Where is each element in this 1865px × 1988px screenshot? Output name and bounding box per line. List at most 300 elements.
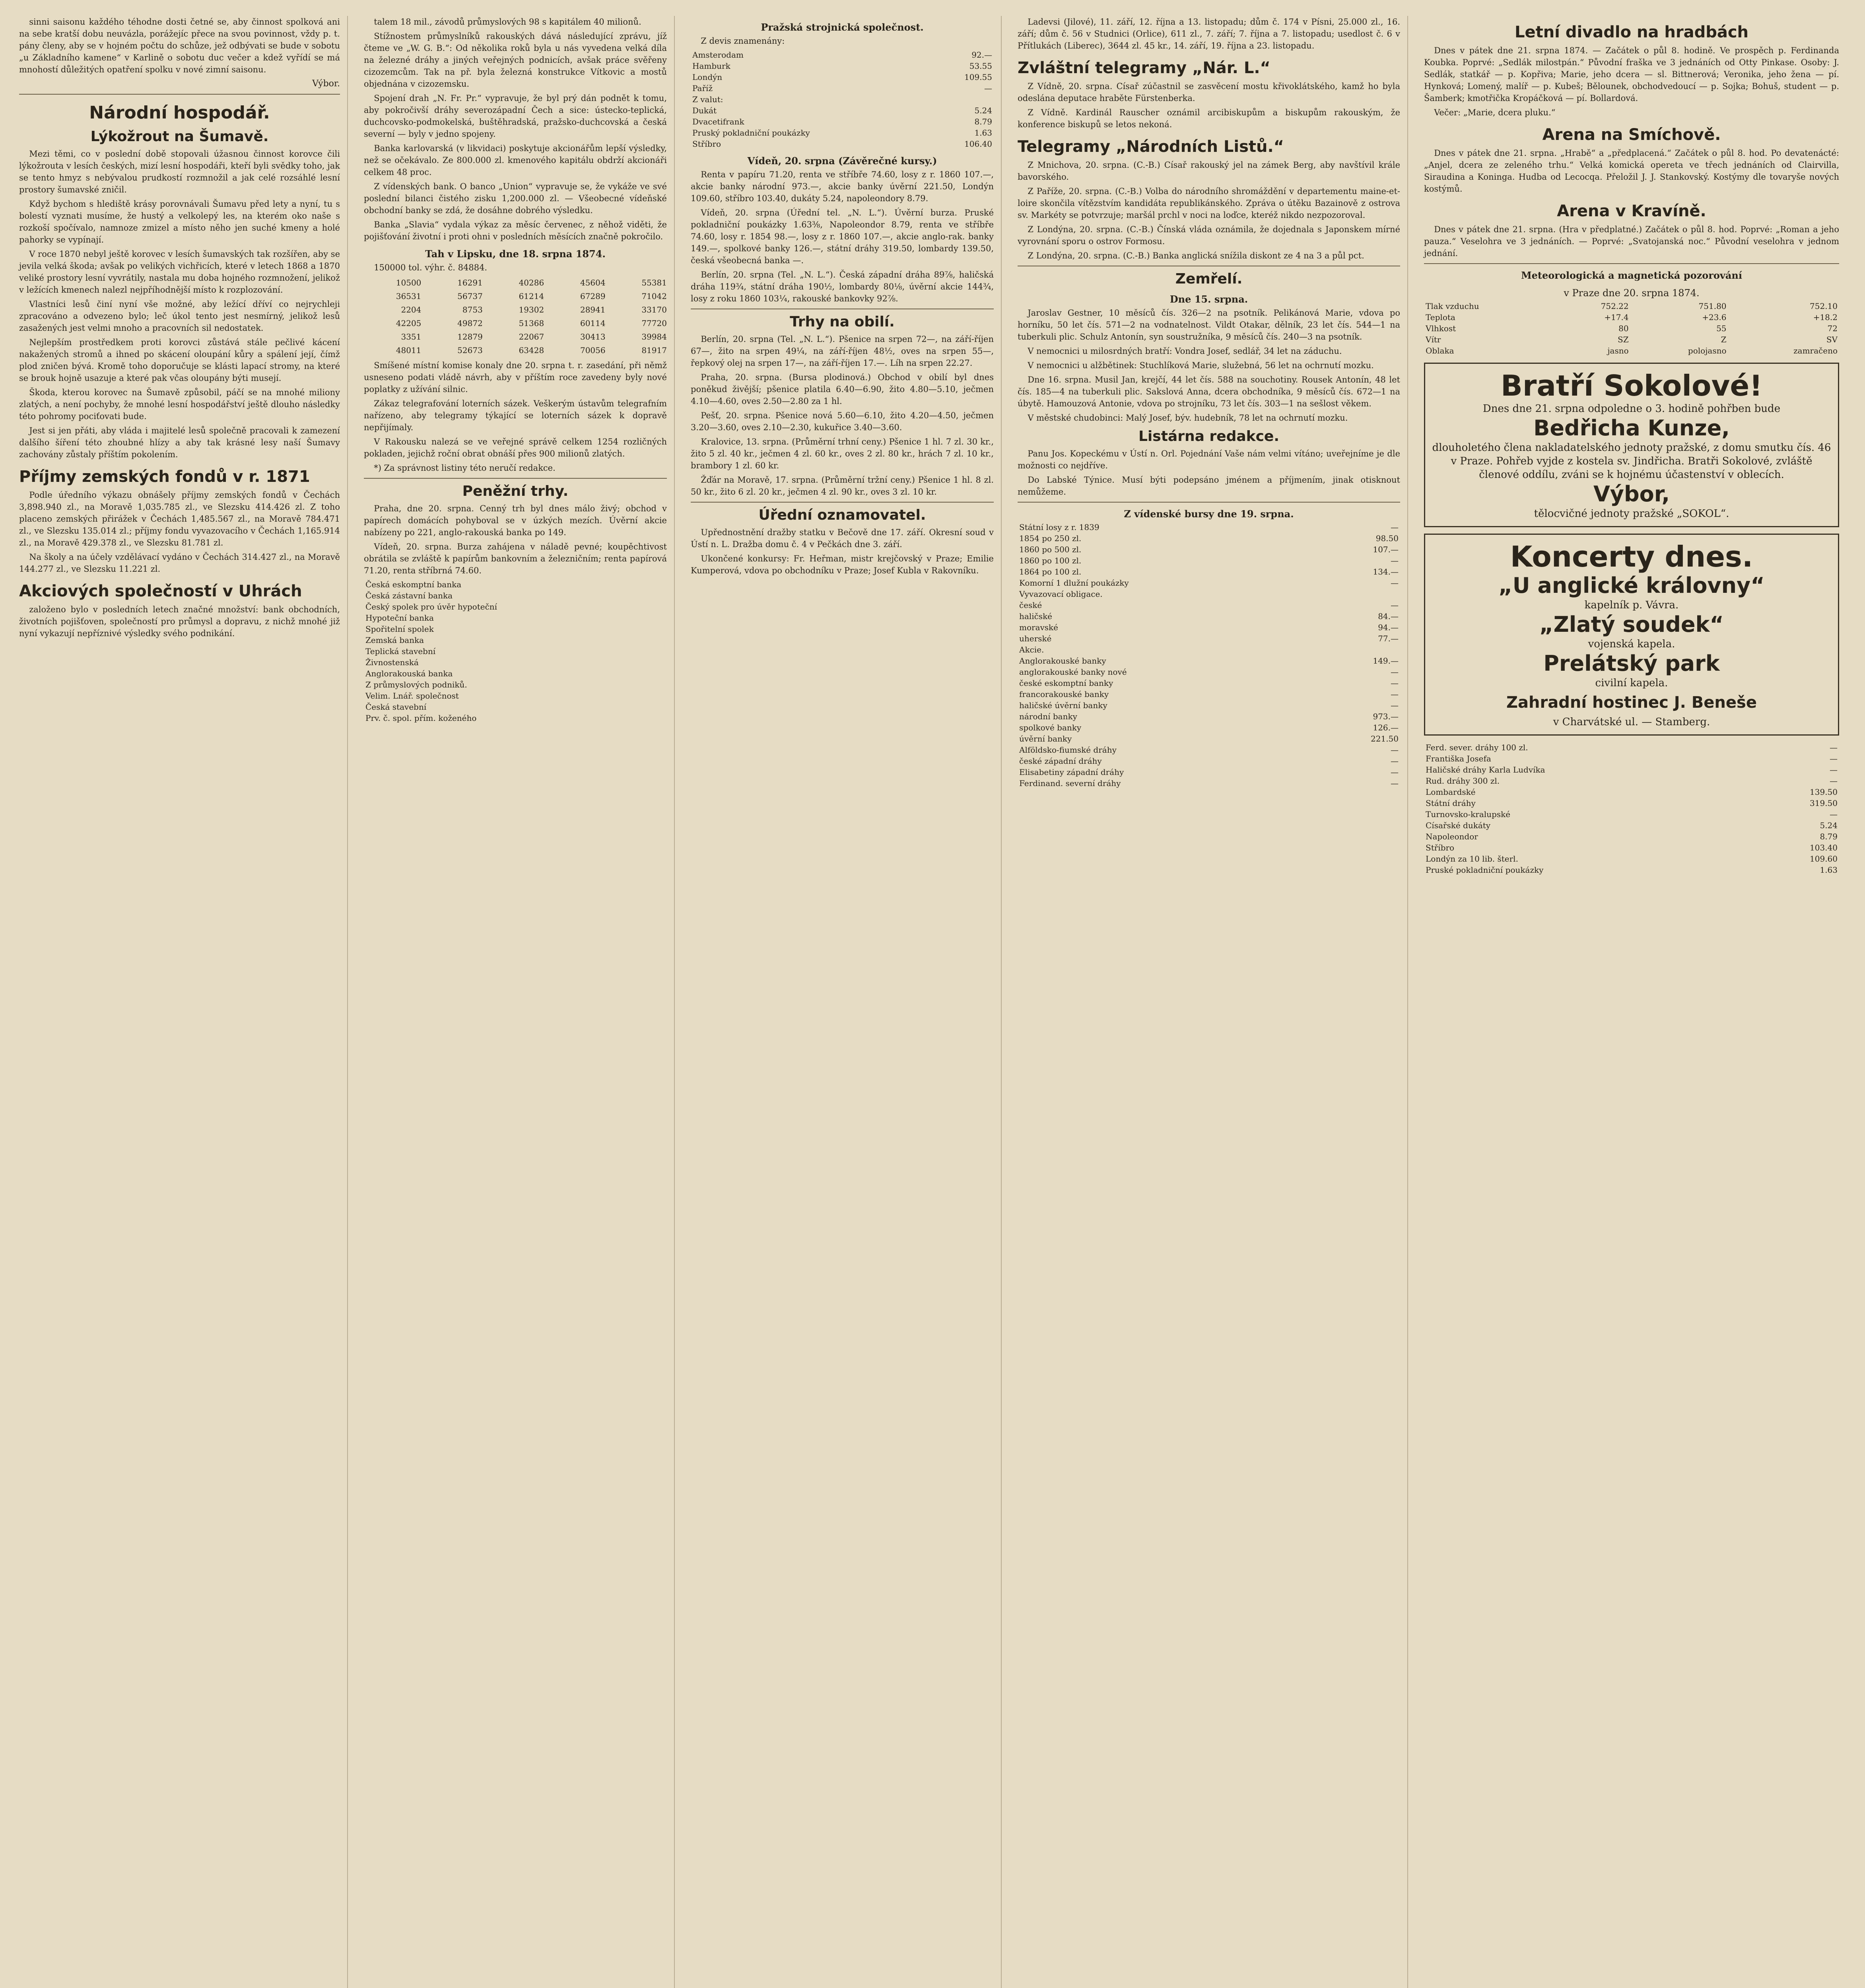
row-label: Londýn	[692, 72, 723, 82]
row-label: 1864 po 100 zl.	[1019, 567, 1082, 577]
row-label: haličské úvěrní banky	[1019, 701, 1107, 710]
divider	[19, 94, 340, 95]
lottery-number: 19302	[519, 305, 544, 315]
row-label: Hamburk	[692, 61, 730, 71]
paragraph: Panu Jos. Kopeckému v Ústí n. Orl. Pojednání Vaše nám velmi vítáno; uveřejníme je dle možnosti co nejdříve.	[1018, 449, 1400, 470]
row-label: Vítr	[1426, 335, 1441, 344]
lottery-number: 39984	[641, 332, 667, 342]
market-table	[1018, 522, 1400, 789]
table-row	[1424, 786, 1839, 798]
row-value: 221.50	[1371, 734, 1399, 744]
paragraph: Renta v papíru 71.20, renta ve stříbře 74.60, losy z r. 1860 107.—, akcie banky národní 973.—, akcie banky úvěrní 221.50, Londýn 109.60, stříbro 103.40, dukáty 5.24, napoleondory 8.79.	[691, 170, 994, 203]
ad-headline: Bratří Sokolové!	[1500, 369, 1763, 402]
row-label: Františka Josefa	[1426, 754, 1491, 763]
market-title-text: Z vídenské bursy	[1124, 508, 1214, 520]
row-value: 72	[1827, 324, 1838, 333]
row-label: Zemská banka	[365, 635, 424, 645]
lottery-number: 77720	[641, 318, 667, 328]
paragraph: Smíšené místní komise konaly dne 20. srpna t. r. zasedání, při němž usneseno podati vládě návrh, aby v příštím roce zavedeny byly nové poplatky z užívání silnic.	[364, 361, 667, 394]
table-row	[691, 49, 994, 60]
row-label: 1854 po 250 zl.	[1019, 534, 1082, 543]
venue-name: Zahradní hostinec J. Beneše	[1506, 693, 1757, 712]
paragraph: Když bychom s hlediště krásy porovnávali Šumavu před lety a nyní, tu s bolestí vyznati musíme, že hustý a velkolepý les, na kterém oko naše s rozkoší spočívalo, namnoze zmizel a místo něho jen suché kmeny a holé pahorky se vypínají.	[19, 199, 340, 245]
paragraph: Ladevsi (Jilové), 11. září, 12. října a 13. listopadu; dům č. 174 v Písni, 25.000 zl., 16. září; dům č. 56 v Studnici (Orlice), 611 zl., 7. září; 7. října a 7. listopadu; usedlost č. 6 v Přítlukách (Liberec), 3644 zl. 45 kr., 14. září, 19. října a 23. listopadu.	[1018, 17, 1400, 50]
lottery-number: 49872	[457, 318, 483, 328]
table-row	[691, 60, 994, 72]
row-label: Český spolek pro úvěr hypoteční	[365, 602, 497, 612]
paragraph: Praha, 20. srpna. (Bursa plodinová.) Obchod v obilí byl dnes poněkud živější; pšenice platila 6.40—6.90, žito 4.80—5.10, ječmen 4.10—4.60, oves 2.50—2.80 za 1 hl.	[691, 373, 994, 406]
table-row	[1018, 555, 1400, 566]
row-value: +18.2	[1813, 313, 1838, 322]
venue-name: „U anglické královny“	[1498, 573, 1765, 598]
venue-name: „Zlatý soudek“	[1539, 612, 1724, 637]
table-row	[1018, 611, 1400, 622]
row-value: 5.24	[1820, 821, 1838, 830]
lottery-number: 2204	[401, 305, 422, 315]
row-value: —	[1391, 689, 1399, 699]
row-value: 92.—	[971, 50, 992, 60]
row-label: Turnovsko-kralupské	[1426, 810, 1511, 819]
paragraph: Do Labské Týnice. Musí býti podepsáno jménem a příjmením, jinak otisknout nemůžeme.	[1018, 475, 1400, 497]
concerts-ad	[1424, 534, 1839, 736]
row-value: —	[1391, 767, 1399, 777]
row-value: —	[1391, 701, 1399, 710]
lottery-number: 10500	[396, 278, 422, 287]
row-value: 55	[1716, 324, 1727, 333]
intro-notice: sinni saisonu každého téhodne dosti četné se, aby činnost spolková ani na sebe kratší dobu neuvázla, porážejíc přece na svou povinnost, vždy p. t. pány členy, aby se v hojném počtu do schůze, jež odbývati se bude v sobotu „u Základního kamene“ v Karlině o sobotu duc večer a kdež vyřídí se má mnohostí důležitých opatření spolku v nové zimní saisonu.	[19, 17, 340, 74]
row-label: Vyvazovací obligace.	[1019, 589, 1103, 599]
row-label: 1860 po 500 zl.	[1019, 545, 1082, 554]
date-subtitle: Dne 15. srpna.	[1170, 293, 1248, 305]
arena-title: Arena v Kravíně.	[1557, 202, 1706, 220]
article-title: Zemřelí.	[1175, 271, 1243, 287]
paragraph: V nemocnici u milosrdných bratří: Vondra Josef, sedlář, 34 let na záduchu.	[1028, 346, 1342, 356]
table-row	[1018, 744, 1400, 755]
paragraph: Mezi těmi, co v poslední době stopovali úžasnou činnost korovce čili lýkožrouta v lesích českých, mizí lesní hospodáři, kteří byli svědky toho, jak se tento hmyz s nebývalou prudkostí rozmnožil a jak celé rozsáhlé lesní prostory šumavské zničil.	[19, 149, 340, 194]
paragraph: talem 18 mil., závodů průmyslových 98 s kapitálem 40 milionů.	[374, 17, 641, 27]
paragraph: Dnes v pátek dne 21. srpna. „Hrabě“ a „předplacená.“ Začátek o půl 8. hod. Po devatenácté: „Anjel, dcera ze zeleného trhu.“ Velká komická opereta ve třech jednáních od Clairvilla, Siraudina a Koninga. Hudba od Lecocqa. Přeložil J. J. Stankovský. Kostýmy dle tovaryše nových kostýmů.	[1424, 148, 1839, 194]
article-title: Trhy na obilí.	[790, 314, 895, 330]
row-label: Akcie.	[1019, 645, 1044, 654]
article-title: Příjmy zemských fondů v r. 1871	[19, 468, 310, 486]
table-row	[1018, 577, 1400, 588]
divider	[364, 478, 667, 479]
row-label: Z valut:	[692, 95, 723, 104]
market-title	[1018, 508, 1400, 520]
row-label: Tlak vzduchu	[1426, 301, 1479, 311]
row-value	[660, 701, 667, 712]
row-label: Stříbro	[1426, 843, 1455, 852]
paragraph: Podle úředního výkazu obnášely příjmy zemských fondů v Čechách 3,898.940 zl., na Moravě 1,035.785 zl., ve Slezsku 414.426 zl. Z toho placeno zemských přirážek v Čechách 1,485.567 zl., na Moravě 784.471 zl., ve Slezsku 135.014 zl.; příjmy fondu vyvazovacího v Čechách 1,165.914 zl., na Moravě 429.378 zl., ve Slezsku 81.781 zl.	[19, 490, 340, 547]
row-value: 751.80	[1698, 301, 1727, 311]
row-label: spolkové banky	[1019, 723, 1082, 732]
table-row	[691, 138, 994, 149]
venue-name: Prelátský park	[1543, 651, 1720, 676]
paragraph: V městské chudobinci: Malý Josef, býv. hudebník, 78 let na ochrnutí mozku.	[1028, 413, 1348, 423]
row-label: Napoleondor	[1426, 832, 1478, 841]
paragraph: Z vídenských bank. O banco „Union“ vypravuje se, že vykáže ve své poslední bilanci čistého zisku 1,200.000 zl. — Všeobecné vídeňské obchodní banky se zdá, že dosáhne dobrého výsledku.	[364, 182, 667, 215]
lottery-number: 12879	[457, 332, 483, 342]
row-value	[660, 712, 667, 724]
column-1	[12, 16, 348, 1988]
table-row	[691, 127, 994, 138]
paragraph: Berlín, 20. srpna (Tel. „N. L.“). Česká západní dráha 89⅞, haličská dráha 119¾, státní dráha 190½, lombardy 80⅛, úvěrní akcie 144¾, losy z roku 1860 103¼, rakouské bankovky 92⅞.	[691, 270, 994, 303]
row-label: Oblaka	[1426, 346, 1454, 355]
lottery-number: 40286	[519, 278, 544, 287]
row-label: Elisabetiny západní dráhy	[1019, 767, 1124, 777]
table-row	[1018, 711, 1400, 722]
table-row	[1424, 820, 1839, 831]
paragraph: Vídeň, 20. srpna (Úřední tel. „N. L.“). Úvěrní burza. Pruské pokladniční poukázky 1.63⅜, Napoleondor 8.79, renta ve stříbře 74.60, losy r. 1854 98.—, losy z r. 1860 107.—, akcie anglo-rak. banky 149.—, spolkové banky 126.—, státní dráhy 319.50, lombardy 139.50, česká všeobecná banka —.	[691, 208, 994, 265]
paragraph: Z Vídně. Kardinál Rauscher oznámil arcibiskupům a biskupům rakouským, že konference biskupů se letos nekoná.	[1018, 108, 1400, 129]
lottery-number: 33170	[641, 305, 667, 315]
venue-note: v Charvátské ul. — Stamberg.	[1553, 716, 1710, 728]
footnote: *) Za správnost listiny této neručí redakce.	[374, 463, 556, 473]
table-row	[1018, 533, 1400, 544]
row-value: 109.60	[1810, 854, 1838, 864]
intro-signature: Výbor.	[312, 79, 340, 89]
paragraph: Na školy a na účely vzdělávací vydáno v Čechách 314.427 zl., na Moravě 144.277 zl., ve Slezsku 11.221 zl.	[19, 552, 340, 574]
table-row	[1424, 312, 1839, 323]
row-value: 106.40	[964, 139, 992, 149]
table-row	[1018, 655, 1400, 666]
row-label: 1860 po 100 zl.	[1019, 556, 1082, 565]
vienna-title: Vídeň, 20. srpna (Závěrečné kursy.)	[747, 155, 937, 167]
table-row	[364, 712, 667, 724]
paragraph: Večer: „Marie, dcera pluku.“	[1434, 108, 1556, 117]
row-label: Státní losy z r. 1839	[1019, 522, 1100, 532]
row-label: české eskomptní banky	[1019, 678, 1113, 688]
table-row	[1018, 666, 1400, 678]
article-title: Lýkožrout na Šumavě.	[90, 128, 269, 145]
row-label: Pruské pokladniční poukázky	[1426, 865, 1544, 875]
row-value	[660, 679, 667, 690]
row-label: Lombardské	[1426, 787, 1476, 797]
table-row	[1018, 767, 1400, 778]
lottery-number: 70056	[580, 346, 606, 355]
venue-note: kapelník p. Vávra.	[1584, 599, 1679, 611]
ad-signature-sub: tělocvičné jednoty pražské „SOKOL“.	[1534, 508, 1729, 520]
paragraph: Kralovice, 13. srpna. (Průměrní trhní ceny.) Pšenice 1 hl. 7 zl. 30 kr., žito 5 zl. 40 kr., ječmen 4 zl. 60 kr., oves 2 zl. 80 kr., hrách 7 zl. 10 kr., brambory 1 zl. 60 kr.	[691, 437, 994, 470]
paragraph: založeno bylo v posledních letech značné množství: bank obchodních, životních pojišťoven, společností pro průmysl a dopravu, z nichž mnohé již nyní vykazují nepříznivé výsledky svého podnikání.	[19, 605, 340, 638]
row-value	[1318, 644, 1400, 655]
row-value: 149.—	[1373, 656, 1399, 666]
table-row	[1018, 522, 1400, 533]
paragraph: Zákaz telegrafování loterních sázek. Veškerým ústavům telegrafním nařízeno, aby telegramy týkající se loterních sázek k dopravě nepřijímaly.	[364, 399, 667, 432]
row-label: Česká eskomptní banka	[365, 580, 462, 589]
paragraph: Dnes v pátek dne 21. srpna. (Hra v předplatné.) Začátek o půl 8. hod. Poprvé: „Roman a jeho pauza.“ Veselohra ve 3 jednáních. — Poprvé: „Svatojanská noc.“ Původní veselohra v jednom jednání.	[1424, 225, 1839, 258]
table-row	[364, 690, 667, 701]
row-value	[660, 579, 667, 590]
row-value: —	[1830, 743, 1838, 752]
telegram-title: Zvláštní telegramy „Nár. L.“	[1018, 59, 1271, 77]
row-value: +23.6	[1702, 313, 1727, 322]
paragraph: Pešť, 20. srpna. Pšenice nová 5.60—6.10, žito 4.20—4.50, ječmen 3.20—3.60, oves 2.10—2.30, kukuřice 3.40—3.60.	[691, 411, 994, 432]
table-row	[1018, 622, 1400, 633]
paragraph: Dne 16. srpna. Musil Jan, krejčí, 44 let čís. 588 na souchotiny. Rousek Antonín, 48 let čís. 185—4 na tuberkuli plic. Sakslová Anna, dcera obchodníka, 9 měsíců čís. 672—1 na úbytě. Hamouzová Antonie, vdova po strojníku, 73 let čís. 303—1 na sešlost věkem.	[1018, 375, 1400, 408]
row-value: 5.24	[974, 106, 992, 115]
row-label: Ferdinand. severní dráhy	[1019, 779, 1121, 788]
table-row	[364, 612, 667, 623]
row-label: moravské	[1019, 623, 1059, 632]
venue-note: civilní kapela.	[1595, 677, 1668, 689]
row-value: 103.40	[1810, 843, 1838, 852]
row-value: 77.—	[1378, 634, 1399, 643]
lottery-number: 42205	[396, 318, 422, 328]
paragraph: Vídeň, 20. srpna. Burza zahájena v náladě pevné; koupěchtivost obrátila se zvláště k papírům bankovním a železničním; renta papírová 71.20, renta stříbrná 74.60.	[364, 542, 667, 575]
paragraph: Žďár na Moravě, 17. srpna. (Průměrní tržní ceny.) Pšenice 1 hl. 8 zl. 50 kr., žito 6 zl. 20 kr., ječmen 4 zl. 90 kr., oves 3 zl. 10 kr.	[691, 475, 994, 497]
row-label: uherské	[1019, 634, 1052, 643]
table-row	[1018, 633, 1400, 644]
row-value: polojasno	[1688, 346, 1727, 355]
table-row	[364, 679, 667, 690]
theatre-title: Letní divadlo na hradbách	[1514, 23, 1749, 41]
lottery-number: 22067	[519, 332, 544, 342]
lottery-number: 51368	[519, 318, 544, 328]
arena-title: Arena na Smíchově.	[1542, 126, 1721, 144]
row-value: 109.55	[964, 72, 992, 82]
meteo-title: Meteorologická a magnetická pozorování	[1521, 270, 1742, 281]
table-row	[1018, 689, 1400, 700]
row-label: Spořitelní spolek	[365, 624, 434, 634]
row-label: Ferd. sever. dráhy 100 zl.	[1426, 743, 1528, 752]
market-table	[1424, 742, 1839, 876]
row-value: 1.63	[974, 128, 992, 138]
table-row	[1018, 678, 1400, 689]
row-label: Dvacetifrank	[692, 117, 744, 126]
ad-headline: Koncerty dnes.	[1510, 540, 1753, 573]
table-row	[1424, 831, 1839, 842]
article-title: Akciových společností v Uhrách	[19, 582, 302, 600]
lottery-number: 36531	[396, 291, 422, 301]
row-value: +17.4	[1604, 313, 1629, 322]
row-value: 752.10	[1810, 301, 1838, 311]
table-row	[1018, 700, 1400, 711]
paragraph: Škoda, kterou korovec na Šumavě způsobil, páčí se na mnohé miliony zlatých, a není pochyby, že mnohé lesní hospodářství ještě dlouho následky této pohromy pociťovati bude.	[19, 388, 340, 421]
ad-text: Dnes dne 21. srpna odpoledne o 3. hodině pohřben bude	[1482, 403, 1781, 415]
row-value: SV	[1826, 335, 1838, 344]
paragraph: Berlín, 20. srpna (Tel. „N. L.“). Pšenice na srpen 72—, na září-říjen 67—, žito na srpen 49¼, na září-říjen 48½, oves na srpen 55—, řepkový olej na srpen 17—, na září-říjen 17.—. Líh na srpen 22.27.	[691, 334, 994, 368]
meteo-table	[1424, 301, 1839, 356]
divider	[1424, 263, 1839, 264]
row-label: Amsterodam	[692, 50, 744, 60]
lottery-number: 61214	[519, 291, 544, 301]
lottery-number: 81917	[641, 346, 667, 355]
lottery-number: 3351	[401, 332, 422, 342]
article-title: Peněžní trhy.	[462, 483, 569, 499]
table-row	[1424, 753, 1839, 764]
lottery-numbers	[364, 277, 667, 356]
row-label: Hypoteční banka	[365, 613, 434, 623]
row-value	[660, 612, 667, 623]
ad-text: dlouholetého člena nakladatelského jednoty pražské, z domu smutku čís. 46 v Praze. Pohřeb vyjde z kostela sv. Jindřicha. Bratři Sokolové, zvláště členové oddílu, zváni se k hojnému účastenství v oblecích.	[1432, 442, 1831, 481]
divider	[691, 502, 994, 503]
paragraph: Dnes v pátek dne 21. srpna 1874. — Začátek o půl 8. hodině. Ve prospěch p. Ferdinanda Koubka. Poprvé: „Sedlák milostpán.“ Původní fraška ve 3 jednáních od Otty Pinkase. Osoby: J. Sedlák, statkář — p. Kopřiva; Marie, jeho dcera — sl. Bittnerová; Veronika, jeho žena — pí. Hynková; Lomený, malíř — p. Kubeš; Bělounek, obchodvedoucí — p. Sojka; Bohuš, student — p. Šamberk; kmotřička Kropáčková — pí. Bollardová.	[1424, 46, 1839, 103]
row-value	[660, 646, 667, 657]
lottery-title: Tah v Lipsku, dne 18. srpna 1874.	[425, 248, 606, 260]
row-value: Z	[1721, 335, 1727, 344]
row-label: Londýn za 10 lib. šterl.	[1426, 854, 1518, 864]
row-value: —	[1391, 779, 1399, 788]
lottery-number: 52673	[457, 346, 483, 355]
row-label: Státní dráhy	[1426, 798, 1476, 808]
table-row	[1018, 566, 1400, 577]
table-row	[1018, 755, 1400, 767]
paragraph: Z Londýna, 20. srpna. (C.-B.) Čínská vláda oznámila, že dojednala s Japonskem mírné vyrovnání sporu o ostrov Formosu.	[1018, 225, 1400, 246]
row-label: národní banky	[1019, 712, 1077, 721]
row-value: 1.63	[1820, 865, 1838, 875]
lottery-number: 8753	[462, 305, 483, 315]
table-row	[1018, 722, 1400, 733]
paragraph: Banka karlovarská (v likvidaci) poskytuje akcionářům lepší výsledky, než se očekávalo. Ze 800.000 zl. kmenového kapitálu obdrží akcionáři celkem 48 proc.	[364, 144, 667, 177]
lottery-number: 56737	[457, 291, 483, 301]
lottery-number: 48011	[396, 346, 422, 355]
rates-table	[364, 579, 667, 724]
row-label: české	[1019, 600, 1042, 610]
row-value: 53.55	[969, 61, 992, 71]
row-value: 8.79	[974, 117, 992, 126]
article-body	[19, 148, 340, 460]
table-row	[1424, 764, 1839, 775]
market-date: dne 19. srpna.	[1217, 508, 1294, 520]
column-2	[357, 16, 675, 1988]
row-value: —	[1830, 754, 1838, 763]
ad-name: Bedřicha Kunze,	[1533, 415, 1730, 441]
paragraph: Spojení drah „N. Fr. Pr.“ vypravuje, že byl prý dán podnět k tomu, aby pokročivší dráhy severozápadní Čech a sice: ústecko-teplická, duchcovsko-podmokelská, buštěhradská, pražsko-duchcovská a česká severní — byly v jedno spojeny.	[364, 93, 667, 139]
paragraph: Z Londýna, 20. srpna. (C.-B.) Banka anglická snížila diskont ze 4 na 3 a půl pct.	[1028, 251, 1364, 260]
lottery-number: 28941	[580, 305, 606, 315]
row-value: zamračeno	[1793, 346, 1838, 355]
article-title: Úřední oznamovatel.	[758, 507, 926, 523]
row-label: Anglorakouská banka	[365, 669, 453, 678]
row-value: 107.—	[1373, 545, 1399, 554]
paragraph: Jaroslav Gestner, 10 měsíců čís. 326—2 na psotník. Pelikánová Marie, vdova po horníku, 50 let čís. 571—2 na vodnatelnost. Vildt Otakar, dělník, 23 let čís. 544—1 na tuberkuli plic. Schulz Antonín, syn soustružníka, 9 měsíců čís. 240—3 na psotník.	[1018, 308, 1400, 342]
row-value	[660, 601, 667, 612]
paragraph: Z Paříže, 20. srpna. (C.-B.) Volba do národního shromáždění v departementu maine-et-loire skončila vítězstvím kandidáta republikánského. Zpráva o útěku Bazainově z ostrova sv. Markéty se potvrzuje; maršál prchl v noci na loďce, kteréž nikdo nezpozoroval.	[1018, 186, 1400, 220]
paragraph: Z Mnichova, 20. srpna. (C.-B.) Císař rakouský jel na zámek Berg, aby navštívil krále bavorského.	[1018, 160, 1400, 182]
divider	[1018, 502, 1400, 503]
row-value: 80	[1618, 324, 1629, 333]
table-row	[1424, 853, 1839, 864]
row-value: —	[1391, 522, 1399, 532]
row-label: Česká zástavní banka	[365, 591, 453, 600]
row-label: Alföldsko-fiumské dráhy	[1019, 745, 1117, 755]
row-label: francorakouské banky	[1019, 689, 1109, 699]
row-value: 98.50	[1375, 534, 1399, 543]
row-value: —	[1391, 667, 1399, 677]
table-row	[691, 94, 994, 105]
row-label: české západní dráhy	[1019, 756, 1102, 766]
row-value: —	[984, 83, 992, 93]
row-label: Prv. č. spol. přím. koženého	[365, 713, 477, 723]
row-label: Paříž	[692, 83, 713, 93]
paragraph: Banka „Slavia“ vydala výkaz za měsíc červenec, z něhož viděti, že pojišťování životní i proti ohni v posledních měsících značně pokročilo.	[364, 220, 667, 241]
table-row	[364, 601, 667, 612]
paragraph: V Rakousku nalezá se ve veřejné správě celkem 1254 rozličných pokladen, jejichž roční obrat obnáší přes 900 milionů zlatých.	[364, 437, 667, 458]
row-value	[660, 590, 667, 601]
table-row	[1018, 778, 1400, 789]
row-value	[660, 657, 667, 668]
row-value: —	[1830, 765, 1838, 775]
paragraph: Praha, dne 20. srpna. Cenný trh byl dnes málo živý; obchod v papírech domácích pohyboval se v úzkých mezích. Úvěrní akcie nabízeny po 221, anglo-rakouská banka po 149.	[364, 504, 667, 537]
row-value: 752.22	[1601, 301, 1629, 311]
table-row	[1424, 775, 1839, 786]
ad-signature: Výbor,	[1593, 481, 1670, 507]
row-label: Teplota	[1426, 313, 1455, 322]
table-row	[364, 657, 667, 668]
row-value: —	[1830, 776, 1838, 786]
row-value: —	[1830, 810, 1838, 819]
paragraph: Stížnostem průmyslníků rakouských dává následující zprávu, jíž čteme ve „W. G. B.“: Od několika roků byla u nás vyvedena velká díla na železné dráhy a jiných veřejných podnicích, avšak práce svěřeny cizozemcům. Tak na př. byla železná konstrukce Vítkovic a mostů objednána v cizozemsku.	[364, 31, 667, 89]
table-row	[1018, 733, 1400, 744]
row-value	[932, 94, 994, 105]
venue-note: vojenská kapela.	[1588, 638, 1675, 650]
paragraph: V nemocnici u alžbětinek: Stuchlíková Marie, služebná, 56 let na ochrnutí mozku.	[1028, 361, 1374, 370]
paragraph: V roce 1870 nebyl ještě korovec v lesích šumavských tak rozšířen, aby se jevila velká škoda; avšak po velikých vichřicích, které v letech 1868 a 1870 veliké prostory lesní vyvrátily, nastala mu doba hojného rozmnožení, jelikož v ležících kmenech nalezl nejpříhodnější místo k rozplozování.	[19, 249, 340, 295]
row-value: 126.—	[1373, 723, 1399, 732]
telegram-title: Telegramy „Národních Listů.“	[1018, 138, 1284, 156]
exchange-subtitle: Z devis znamenány:	[701, 36, 785, 46]
lottery-number: 60114	[580, 318, 606, 328]
table-row	[1424, 864, 1839, 876]
article-title: Listárna redakce.	[1138, 428, 1280, 445]
table-row	[364, 623, 667, 635]
row-value	[1318, 588, 1400, 600]
row-label: Pruský pokladniční poukázky	[692, 128, 810, 138]
table-row	[1424, 301, 1839, 312]
table-row	[1424, 809, 1839, 820]
row-value	[660, 623, 667, 635]
table-row	[1424, 334, 1839, 345]
row-value: —	[1391, 578, 1399, 588]
lottery-intro: 150000 tol. výhr. č. 84884.	[374, 263, 488, 272]
sokol-announcement	[1424, 363, 1839, 527]
row-label: anglorakouské banky nové	[1019, 667, 1127, 677]
row-value: —	[1391, 745, 1399, 755]
table-row	[1424, 742, 1839, 753]
row-value: —	[1391, 756, 1399, 766]
row-label: Komorní 1 dlužní poukázky	[1019, 578, 1129, 588]
lottery-number: 63428	[519, 346, 544, 355]
row-value: 94.—	[1378, 623, 1399, 632]
table-row	[1018, 600, 1400, 611]
table-row	[691, 72, 994, 83]
lottery-number: 45604	[580, 278, 606, 287]
row-value	[660, 690, 667, 701]
table-row	[1018, 644, 1400, 655]
row-value: —	[1391, 556, 1399, 565]
row-label: Živnostenská	[365, 658, 419, 667]
paragraph: Jest si jen přáti, aby vláda i majitelé lesů společně pracovali k zamezení dalšího šíření této zhoubné hlízy a aby tak krásné lesy naší Šumavy zachovány zůstaly příštím pokolením.	[19, 426, 340, 459]
table-row	[364, 668, 667, 679]
row-value: 8.79	[1820, 832, 1838, 841]
lottery-number: 67289	[580, 291, 606, 301]
row-value: jasno	[1607, 346, 1629, 355]
row-label: Vlhkost	[1426, 324, 1456, 333]
row-label: úvěrní banky	[1019, 734, 1072, 744]
column-3	[684, 16, 1002, 1988]
paragraph: Nejlepším prostředkem proti korovci zůstává stále pečlivé kácení nakažených stromů a ihned po skácení oloupání kůry a spálení její, čímž plod zničen bývá. Kromě toho doporučuje se klásti lapací stromy, na které se brouk hojně usazuje a které pak včas oloupány býti musejí.	[19, 338, 340, 383]
row-label: Císařské dukáty	[1426, 821, 1491, 830]
row-value	[660, 635, 667, 646]
row-label: Dukát	[692, 106, 717, 115]
row-value: 139.50	[1810, 787, 1838, 797]
table-row	[364, 701, 667, 712]
row-label: Stříbro	[692, 139, 721, 149]
row-value: —	[1391, 678, 1399, 688]
section-title: Národní hospodář.	[89, 103, 270, 123]
exchange-title: Pražská strojnická společnost.	[761, 21, 924, 33]
